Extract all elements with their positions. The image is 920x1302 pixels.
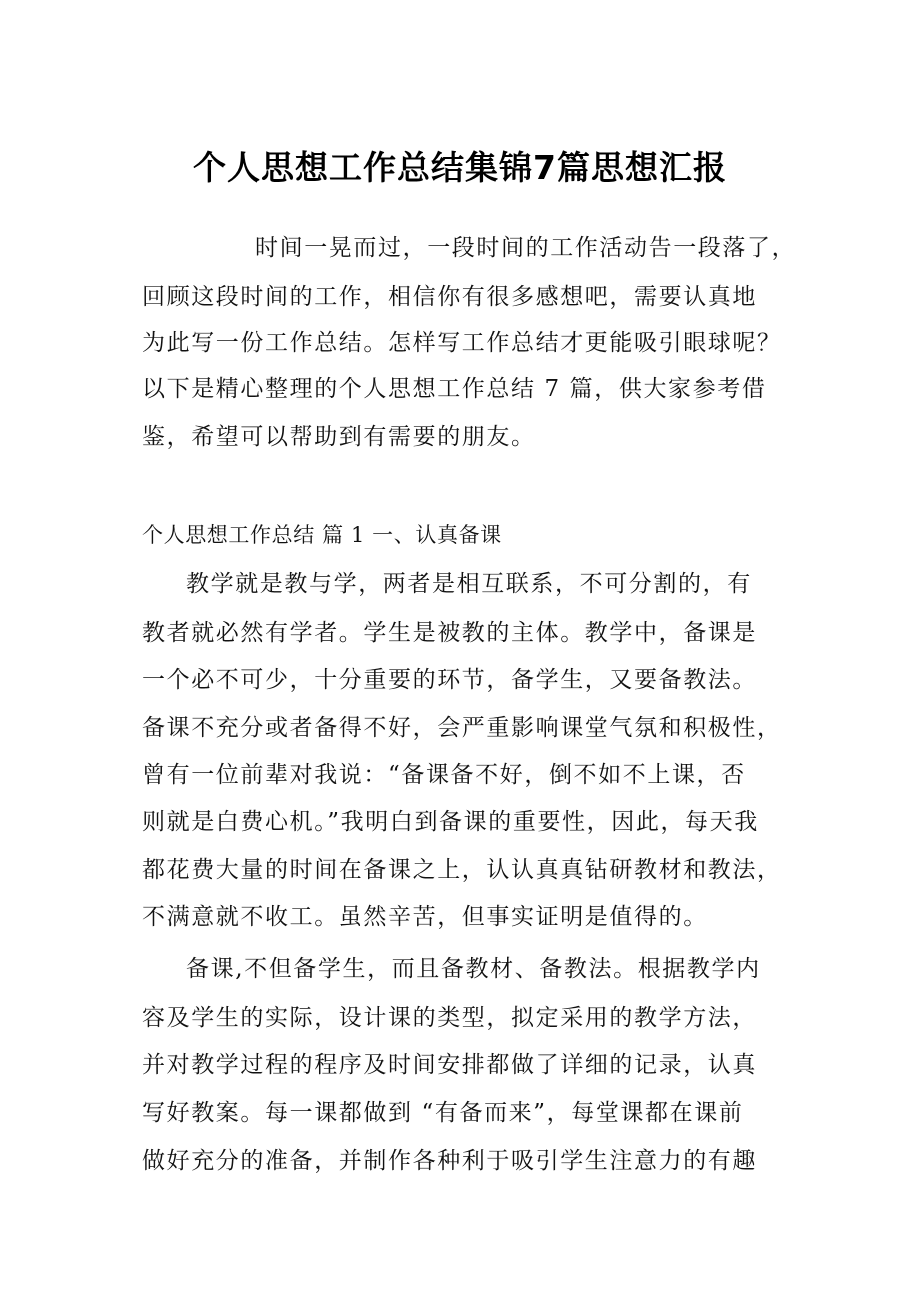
paragraph-line: 教者就必然有学者。学生是被教的主体。教学中，备课是	[142, 620, 757, 646]
paragraph-line: 一个必不可少，十分重要的环节，备学生，又要备教法。	[142, 667, 757, 693]
paragraph-line: 都花费大量的时间在备课之上，认认真真钻研教材和教法，	[142, 857, 782, 883]
paragraph-line: 教学就是教与学，两者是相互联系，不可分割的，有	[186, 571, 752, 597]
document-title: 个人思想工作总结集锦7篇思想汇报	[193, 148, 727, 187]
section-heading: 个人思想工作总结 篇 1 一、认真备课	[142, 523, 502, 547]
paragraph-line: 并对教学过程的程序及时间安排都做了详细的记录，认真	[142, 1052, 757, 1078]
paragraph-line: 不满意就不收工。虽然辛苦，但事实证明是值得的。	[142, 904, 708, 930]
paragraph-line: 容及学生的实际，设计课的类型，拟定采用的教学方法，	[142, 1005, 757, 1031]
paragraph-line: 备课不充分或者备得不好，会严重影响课堂气氛和积极性，	[142, 715, 782, 741]
intro-line: 以下是精心整理的个人思想工作总结 7 篇，供大家参考借	[142, 376, 767, 402]
paragraph-line: 则就是白费心机。”我明白到备课的重要性，因此，每天我	[142, 809, 759, 835]
paragraph-line: 写好教案。每一课都做到 “有备而来”，每堂课都在课前	[142, 1100, 744, 1126]
intro-line: 鉴，希望可以帮助到有需要的朋友。	[142, 424, 536, 450]
intro-line: 时间一晃而过，一段时间的工作活动告一段落了，	[255, 235, 797, 261]
intro-line: 为此写一份工作总结。怎样写工作总结才更能吸引眼球呢？	[142, 330, 782, 356]
paragraph-line: 备课,不但备学生，而且备教材、备教法。根据教学内	[186, 956, 761, 982]
intro-line: 回顾这段时间的工作，相信你有很多感想吧，需要认真地	[142, 284, 757, 310]
paragraph-line: 曾有一位前辈对我说：“备课备不好，倒不如不上课，否	[142, 762, 746, 788]
paragraph-line: 做好充分的准备，并制作各种利于吸引学生注意力的有趣	[142, 1148, 757, 1174]
